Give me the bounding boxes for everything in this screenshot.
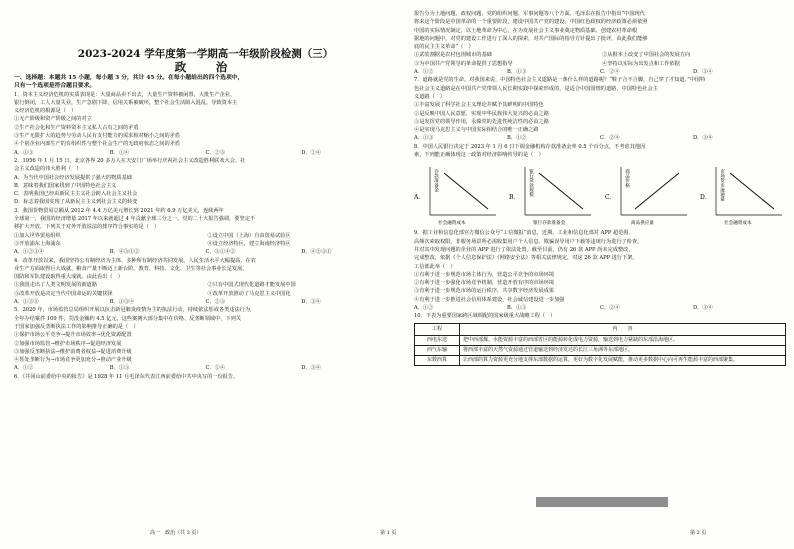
q6-answer-b[interactable]: B．①③ xyxy=(507,69,527,76)
q5-option: ③加强反垄断执法→维护消费者权益→促进消费升级 xyxy=(14,348,132,355)
q9-option: ④有利于进一步推进社会信用体系建设，社会诚信建设进一步加强 xyxy=(414,296,565,303)
q5-option: ②加强市场监管→维护市场秩序→促进经济发展 xyxy=(14,340,122,347)
q4-stem-line: 4．改革开放以来，我国坚持公有制经济为主体、多种所有制经济共同发展。人民生活水平大幅提高，在农 xyxy=(14,257,256,264)
q2-option-a[interactable]: A．为当代中国社会经济发展提供了强大的物质基础 xyxy=(14,174,132,181)
q2-option-b[interactable]: B．意味着我们国家找到了中国特色社会主义 xyxy=(14,182,117,189)
question-3 xyxy=(14,207,397,257)
q7-answer-c[interactable]: C．②④ xyxy=(600,135,620,142)
q8-stem-line: 素，下列能正确体现这一政策对经济影响传导的是（ ） xyxy=(414,152,544,159)
q1-stem-line: 1．资本主义经济危机的实质表现是：大量商品卖不出去，大量生产资料被闲置，大批生产企业、 xyxy=(14,91,236,98)
figure-xlabel: 商品供应量 xyxy=(630,221,654,227)
table-row xyxy=(415,355,786,365)
q7-answer-d[interactable]: D．③④ xyxy=(693,135,713,142)
q8-figure-a[interactable] xyxy=(414,163,500,227)
q7-option: ③是发挥党的领导作用，永葆党的先进性纯洁性的必由之路 xyxy=(414,118,549,125)
figure-ylabel: 市场货币流通量 xyxy=(719,169,725,202)
q8-stem-line: 8．中国人民银行决定于 2023 年 1 月 6 日下调金融机构存款准备金率 0.5 个百分点，不考虑其他因 xyxy=(414,143,646,150)
q3-answer-c[interactable]: C．③①④② xyxy=(205,249,236,256)
q6-option: ④坚持以实际为出发点和工作依据 xyxy=(602,60,680,67)
q6-cont-line: 报告分为土地问题、政权问题、党的组织问题、军事问题等八个方面。毛泽东在报告中指出“中国现代 xyxy=(414,11,645,17)
q4-options xyxy=(14,281,397,298)
q2-option-d[interactable]: D．标志着我国实现了从新民主主义到社会主义的转变 xyxy=(14,199,138,206)
q6-cont-line: 中国的实际情况制定，以土地革命为中心，在为发展社会主义事业奠定物质基础、创建农村革命根 xyxy=(414,27,638,34)
exam-subject: 政 治 xyxy=(174,60,237,74)
q7-stem-line: 义道路（ ） xyxy=(414,93,446,100)
q6-cont-line: 底的民主主义革命”（ ） xyxy=(414,44,474,51)
q5-stem-line: 于国家加强反垄断执法工作的影响推导正确的是（ ） xyxy=(14,323,139,330)
table-cell-project: 西气东输 xyxy=(415,345,460,355)
question-1 xyxy=(14,91,397,157)
q1-option: ①无产阶级和资产阶级之间的对立 xyxy=(14,116,92,123)
left-column xyxy=(14,10,397,381)
q2-stem-line: 2．1956 年 1 月 15 日，北京各界 20 多万人在天安门广场举行庆祝社会主义改造胜利联欢大会。社 xyxy=(14,157,246,164)
figure-xlabel: 银行存款准备金 xyxy=(533,221,566,227)
q7-option: ④是实现马克思主义与中国实际相结合的唯一正确之路 xyxy=(414,127,539,134)
q9-option: ①有利于进一步规范市场主体行为，营造公平竞争的市场环境 xyxy=(414,271,555,278)
q4-stem-line: 业生产方面取得巨大成就，粮食产量不断迈上新台阶。教育、科技、文化、卫生等社会事业长足发展， xyxy=(14,265,248,272)
q4-answer-c[interactable]: C．②③ xyxy=(205,299,226,306)
section-heading-2: 只有一个选项是符合题目要求。 xyxy=(14,83,96,90)
q6-cont-line: 将来这个阶段是中国革命的一个重要阶段，建设中国共产党的建设。中国红色政权的经济政策必须依照 xyxy=(414,19,648,26)
q5-answer-b[interactable]: B．①③ xyxy=(109,365,130,372)
exam-title: 2023-2024 学年度第一学期高一年级阶段检测（三） xyxy=(77,48,334,60)
figure-trend-line xyxy=(730,173,774,209)
q6-option: ①武装割据是农村包围城市的基础 xyxy=(414,52,492,59)
q1-answer-a[interactable]: A．①③ xyxy=(14,149,34,156)
question-5 xyxy=(14,306,397,372)
q1-answers xyxy=(14,149,397,157)
q6-option: ②从根本上改变了中国社会的发展方向 xyxy=(602,52,691,59)
q4-stem-line: 国防和军队建设取得重大成就。由此看出（ ） xyxy=(14,274,123,281)
q4-answer-b[interactable]: B．①③④ xyxy=(109,299,135,306)
q7-option: ②是反映中国人民意愿，实现中华民族伟大复兴的必由之路 xyxy=(414,110,549,117)
q3-answer-d[interactable]: D．④②③① xyxy=(301,249,332,256)
q9-stem-line: 高频次索取权限，非服务场景所必需收集用户个人信息、欺骗误导用户下载等违规行为进行了检查， xyxy=(414,238,643,245)
figure-letter: D． xyxy=(699,194,711,202)
q3-stem-line: 移扩大开放。下列关于对外开放说法的排序符合事实的是（ ） xyxy=(14,224,160,231)
q3-answer-a[interactable]: A．①②③④ xyxy=(14,249,44,256)
q5-answer-c[interactable]: C．②④ xyxy=(205,365,226,372)
q5-answer-d[interactable]: D．③④ xyxy=(301,365,321,372)
q3-option: ④设立经济特区，建立海南经济特区 xyxy=(207,240,291,247)
q4-option: ③改革开放是决定当代中国命运的关键抉择 xyxy=(14,290,113,297)
q4-answers xyxy=(14,298,397,306)
q8-figure-b[interactable] xyxy=(509,163,595,227)
q6-stem-line: 6．《井冈山前委给中央的报告》是 1928 年 11 月毛泽东代表江西前委给中共中央写的一份报告。 xyxy=(14,373,239,380)
q6-answers xyxy=(414,68,786,76)
figure-xlabel: 社会融资成本 xyxy=(723,221,752,227)
q8-figures xyxy=(414,163,786,227)
q3-answer-b[interactable]: B．④③①② xyxy=(109,249,140,256)
question-2 xyxy=(14,157,397,207)
figure-trend-line xyxy=(539,173,583,209)
figure-trend-line xyxy=(444,173,488,209)
q3-option: ①加入世界贸易组织 xyxy=(14,232,61,239)
q6-cont-line: 据地的问题中，对党的建设工作进行了深入的探索，对共产国际的指导方针提出了批评，由此我们能够 xyxy=(414,35,648,42)
q3-stem-line: 全球第一，我国的经济增量 2017 年以来就超过 4 年贡献全球三分之一，党的二十大报告强调，要坚定不 xyxy=(14,216,255,223)
q1-option: ④个别企业内部生产的有组织性与整个社会生产的无政府状态之间的矛盾 xyxy=(14,141,181,148)
table-row xyxy=(415,345,786,355)
q1-answer-d[interactable]: D．②④ xyxy=(301,149,321,156)
figure-ylabel: 商品价格 xyxy=(624,169,630,188)
table-header-cell: 工程 xyxy=(415,323,460,335)
q9-answer-b[interactable]: B．①③ xyxy=(507,305,527,312)
q8-figure-c[interactable] xyxy=(605,163,691,227)
table-cell-content: 让西部的算力资源更充分地支撑东部数据的运算，更好为数字化发展赋能，推动更多数据中心向可再生能源丰富的西部聚集。 xyxy=(460,355,786,365)
q3-stem-line: 3．我国货物贸易总额从 2012 年 4.4 万亿美元增长到 2021 年约 6.9 万亿美元，连续两年 xyxy=(14,207,224,214)
q8-figure-d[interactable] xyxy=(700,163,786,227)
q9-stem-line: 9．据工业和信息化部官方微信公众号“工信微报”消息，近期，工业和信息化部对 APP 超范围、 xyxy=(414,230,634,237)
q10-stem: 10．下表为重要国家跨区域调配的国家级重大战略工程（ ） xyxy=(414,313,556,320)
figure-ylabel: 银行贷款规模 xyxy=(528,169,534,197)
q5-answer-a[interactable]: A．①② xyxy=(14,365,34,372)
q3-option: ②设立中国（上海）自由贸易试验区 xyxy=(207,232,291,239)
q9-answer-a[interactable]: A．①② xyxy=(414,305,434,312)
scan-redaction-bar xyxy=(536,497,668,507)
figure-xlabel: 社会融资成本 xyxy=(438,221,466,227)
footer-left-label: 高一 政治（共 3 页） xyxy=(150,530,202,536)
q1-stem-line: 义经济危机的根源是（ ） xyxy=(14,108,77,115)
figure-letter: C． xyxy=(604,194,616,202)
q9-stem-line: 并对其中发现问题的企业的 APP 进行了依法处置。截至目前，仍有 26 款 APP 尚未完成整改， xyxy=(414,246,634,253)
q5-stem-line: 5．2020 年，市场监管总局组织开展以抗击新冠肺炎疫情为主的执法行动，持续依法惩戒各类违法行为， xyxy=(14,307,256,314)
q7-stem-line: 7．道路就是党的生命。对我国来说，中国特色社会主义道路是一条什么样的道路呢？“鞋子合不合脚，自己穿了才知道。”中国特 xyxy=(414,77,706,84)
q7-answer-b[interactable]: B．①② xyxy=(507,135,527,142)
table-cell-content: 把中西部煤、水能资源丰富的西部省区的能源转化成电力资源，输送到电力紧缺的东部沿海地区。 xyxy=(460,335,786,345)
q4-answer-a[interactable]: A．①②③ xyxy=(14,299,39,306)
q9-answers xyxy=(414,304,786,312)
q6-options xyxy=(414,51,786,68)
question-4 xyxy=(14,257,397,307)
table-cell-project: 西电东送 xyxy=(415,335,460,345)
q6-answer-d[interactable]: D．③④ xyxy=(693,69,713,76)
right-column xyxy=(414,10,786,366)
q6-answer-c[interactable]: C．②④ xyxy=(600,69,620,76)
q1-answer-c[interactable]: C．②③ xyxy=(205,149,226,156)
q7-answers xyxy=(414,134,786,142)
question-8 xyxy=(414,143,786,228)
q10-table xyxy=(414,323,786,366)
q4-option: ④改革开放推动了马克思主义中国化 xyxy=(207,290,291,297)
q1-stem-line: 银行倒闭，工人大量失业，生产急剧下降，信用关系被破坏，整个社会生活陷入混乱。导致资本主 xyxy=(14,99,238,106)
table-cell-project: 东数西算 xyxy=(415,355,460,365)
table-row xyxy=(415,335,786,345)
q4-option: ①我国走出了人类文明发展的新道路 xyxy=(14,282,98,289)
question-6 xyxy=(14,373,397,381)
figure-letter: A． xyxy=(414,194,425,202)
q3-option: ③开放浦东上海浦东 xyxy=(14,240,61,247)
q2-stem-line: 会主义改造的伟大胜利（ ） xyxy=(14,166,82,173)
q5-answers xyxy=(14,364,397,372)
footer-page-number: 第 1 页 xyxy=(380,530,397,536)
q7-answer-a[interactable]: A．①③ xyxy=(414,135,434,142)
q9-option: ②有利于进一步强化市场竞争机制，营造开放有序的市场环境 xyxy=(414,280,555,287)
figure-ylabel: 存款准备金 xyxy=(433,169,439,193)
q7-stem-line: 色社会主义道路是在中国共产党带领人民长期实践中探索形成的，是适合中国国情的道路，中国特色社会主 xyxy=(414,85,658,92)
q1-answer-b[interactable]: B．①④ xyxy=(109,149,130,156)
question-10 xyxy=(414,312,786,365)
q9-stem-line: 工信部此举（ ） xyxy=(414,263,456,270)
q6-option: ③为中国共产党领导的革命提供了思想指导 xyxy=(414,60,513,67)
q1-option: ③生产无限扩大的趋势与劳动人民有支付能力的需求相对缩小之间的矛盾 xyxy=(14,133,181,140)
q9-stem-line: 完成整改，依据《个人信息保护法》《网络安全法》等相关法律规定，对这 26 款 APP 进行下架。 xyxy=(414,255,638,262)
figure-letter: B． xyxy=(509,194,520,202)
section-heading: 一、选择题：本题共 15 小题，每小题 3 分，共计 45 分。在每小题给出的四个选项中， xyxy=(14,75,244,81)
q9-option: ③有利于进一步规范市场的运行秩序，共享数字经济发展成果 xyxy=(414,288,555,295)
question-7 xyxy=(414,76,786,142)
table-header-cell: 内 容 xyxy=(460,323,786,335)
q3-options xyxy=(14,232,397,249)
question-9 xyxy=(414,229,786,312)
q1-option: ②生产社会化和生产资料资本主义私人占有之间的矛盾 xyxy=(14,124,139,131)
q7-option: ①丰富发展了科学社会主义理论并赋予其鲜明的中国特色 xyxy=(414,102,544,109)
table-header-row xyxy=(415,323,786,335)
footer-right-page: 第 2 页 xyxy=(690,530,707,536)
q5-option: ①保护市场公平竞争→提升市场效率→优化资源配置 xyxy=(14,332,132,339)
q4-option: ②只有中国式现代化道路才能发展中国 xyxy=(207,282,296,289)
q9-answer-d[interactable]: D．③④ xyxy=(693,305,713,312)
q4-answer-d[interactable]: D．③④ xyxy=(301,299,321,306)
q2-option-c[interactable]: C．表明我国已经由新民主主义社会跨入社会主义社会 xyxy=(14,191,138,198)
table-cell-content: 将西部丰富的天然气资源通过管道输送到经济发达的长江三角洲等东部地区。 xyxy=(460,345,786,355)
q6-answer-a[interactable]: A．①② xyxy=(414,69,434,76)
q5-stem-line: 全年办结案件 109 件，罚没金额约 4.5 亿元，这些案例大部分集中在价格、反垄断领域中，下列关 xyxy=(14,315,242,322)
q3-answers xyxy=(14,248,397,256)
q5-option: ④惩处垄断行为→市场竞争更加充分→推动产业升级 xyxy=(14,357,132,364)
question-6-continued xyxy=(414,10,786,76)
q9-answer-c[interactable]: C．②④ xyxy=(600,305,620,312)
figure-trend-line xyxy=(635,173,679,209)
